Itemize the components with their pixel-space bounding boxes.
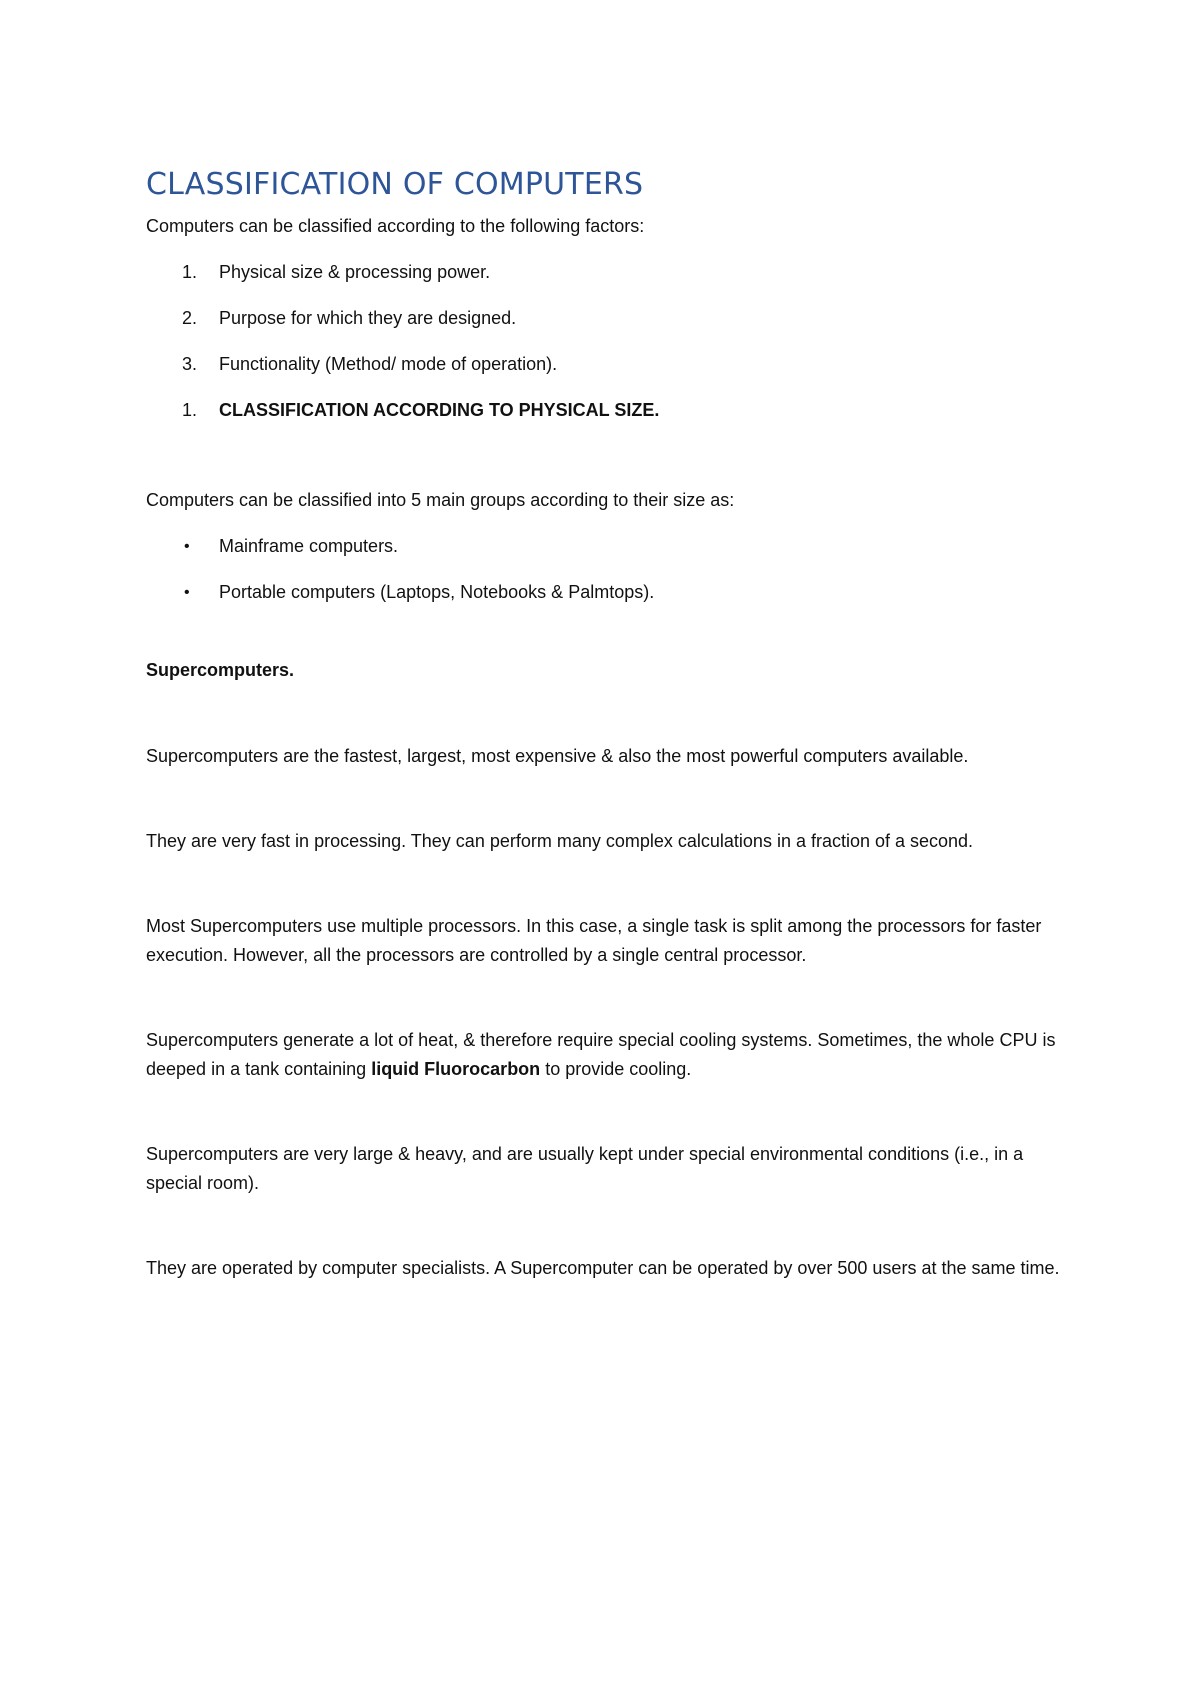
- paragraph-text: to provide cooling.: [540, 1059, 692, 1079]
- list-item: [146, 350, 1066, 379]
- paragraph-text: Supercomputers generate a lot of heat, & therefore require special cooling systems. Sometimes, the whole CPU is deeped in a tank containing: [146, 1030, 1056, 1079]
- list-item: [146, 578, 1066, 607]
- list-item: [146, 258, 1066, 287]
- bold-term: liquid Fluorocarbon: [371, 1059, 541, 1079]
- list-number: 1.: [182, 262, 198, 282]
- supercomputers-paragraph-2: They are very fast in processing. They can perform many complex calculations in a fraction of a second.: [146, 831, 974, 851]
- supercomputers-paragraph-5: Supercomputers are very large & heavy, and are usually kept under special environmental conditions (i.e., in a special room).: [146, 1144, 1024, 1193]
- factors-list: [146, 258, 1066, 379]
- list-item: [146, 304, 1066, 333]
- list-item-text: Portable computers (Laptops, Notebooks & Palmtops).: [219, 582, 655, 602]
- size-intro-paragraph: Computers can be classified into 5 main groups according to their size as:: [146, 490, 735, 510]
- supercomputers-paragraph-6: They are operated by computer specialists. A Supercomputer can be operated by over 500 users at the same time.: [146, 1258, 1060, 1278]
- supercomputers-paragraph-4: [146, 1026, 1066, 1084]
- section-heading-list: [146, 396, 1066, 425]
- supercomputers-heading: Supercomputers.: [146, 660, 295, 680]
- list-number: 2.: [182, 308, 198, 328]
- document-page: [146, 168, 1066, 1283]
- document-title: CLASSIFICATION OF COMPUTERS: [146, 167, 644, 202]
- section-heading: CLASSIFICATION ACCORDING TO PHYSICAL SIZE.: [219, 400, 660, 420]
- bullet-icon: •: [184, 584, 190, 601]
- supercomputers-paragraph-3: Most Supercomputers use multiple processors. In this case, a single task is split among the processors for faster execution. However, all the processors are controlled by a single central processor.: [146, 916, 1042, 965]
- section-heading-item: [146, 396, 1066, 425]
- list-item: [146, 532, 1066, 561]
- list-item-text: Functionality (Method/ mode of operation).: [219, 354, 558, 374]
- supercomputers-paragraph-1: Supercomputers are the fastest, largest, most expensive & also the most powerful computers available.: [146, 746, 969, 766]
- list-number: 3.: [182, 354, 198, 374]
- list-item-text: Physical size & processing power.: [219, 262, 491, 282]
- intro-paragraph: Computers can be classified according to the following factors:: [146, 216, 645, 236]
- list-item-text: Purpose for which they are designed.: [219, 308, 517, 328]
- list-item-text: Mainframe computers.: [219, 536, 399, 556]
- size-groups-list: [146, 532, 1066, 607]
- bullet-icon: •: [184, 538, 190, 555]
- section-number: 1.: [182, 400, 198, 420]
